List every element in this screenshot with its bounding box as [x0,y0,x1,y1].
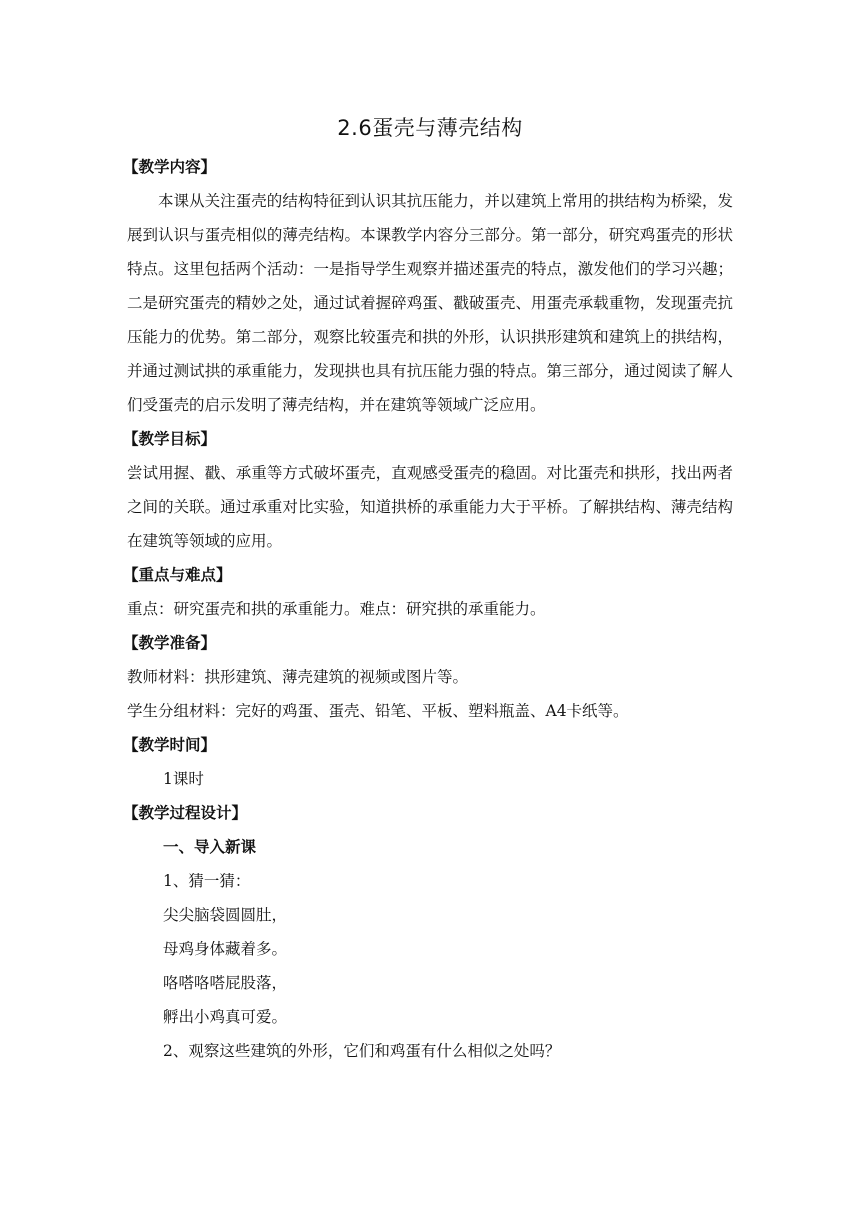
subheading-introduction: 一、导入新课 [163,838,257,856]
list-item: 孵出小鸡真可爱。 [163,1008,288,1026]
paragraph-teaching-content: 本课从关注蛋壳的结构特征到认识其抗压能力，并以建筑上常用的拱结构为桥梁，发展到认识与蛋壳相似的薄壳结构。本课教学内容分三部分。第一部分，研究鸡蛋壳的形状特点。这里包括两个活动：一是指导学生观察并描述蛋壳的特点，激发他们的学习兴趣；二是研究蛋壳的精妙之处，通过试着握碎鸡蛋、戳破蛋壳、用蛋壳承载重物，发现蛋壳抗压能力的优势。第二部分，观察比较蛋壳和拱的外形，认识拱形建筑和建筑上的拱结构，并通过测试拱的承重能力，发现拱也具有抗压能力强的特点。第三部分，通过阅读了解人们受蛋壳的启示发明了薄壳结构，并在建筑等领域广泛应用。 [127,192,733,414]
list-item: 2、观察这些建筑的外形，它们和鸡蛋有什么相似之处吗？ [163,1042,561,1060]
heading-key-points: 【重点与难点】 [123,566,232,584]
document-body [123,150,733,1068]
heading-teaching-process: 【教学过程设计】 [123,804,248,822]
list-item: 1、猜一猜： [163,872,251,890]
list-item: 咯嗒咯嗒屁股落， [163,974,288,992]
paragraph-teaching-time: 1课时 [163,770,204,788]
document-title: 2.6蛋壳与薄壳结构 [337,116,523,140]
paragraph-student-materials: 学生分组材料：完好的鸡蛋、蛋壳、铅笔、平板、塑料瓶盖、A4卡纸等。 [127,702,629,720]
paragraph-key-points: 重点：研究蛋壳和拱的承重能力。难点：研究拱的承重能力。 [127,600,546,618]
paragraph-teacher-materials: 教师材料：拱形建筑、薄壳建筑的视频或图片等。 [127,668,469,686]
heading-teaching-time: 【教学时间】 [123,736,217,754]
paragraph-teaching-goals: 尝试用握、戳、承重等方式破坏蛋壳，直观感受蛋壳的稳固。对比蛋壳和拱形，找出两者之间的关联。通过承重对比实验，知道拱桥的承重能力大于平桥。了解拱结构、薄壳结构在建筑等领域的应用。 [127,464,733,550]
list-item: 母鸡身体藏着多。 [163,940,288,958]
list-item: 尖尖脑袋圆圆肚， [163,906,288,924]
heading-teaching-content: 【教学内容】 [123,158,217,176]
heading-teaching-preparation: 【教学准备】 [123,634,217,652]
heading-teaching-goals: 【教学目标】 [123,430,217,448]
